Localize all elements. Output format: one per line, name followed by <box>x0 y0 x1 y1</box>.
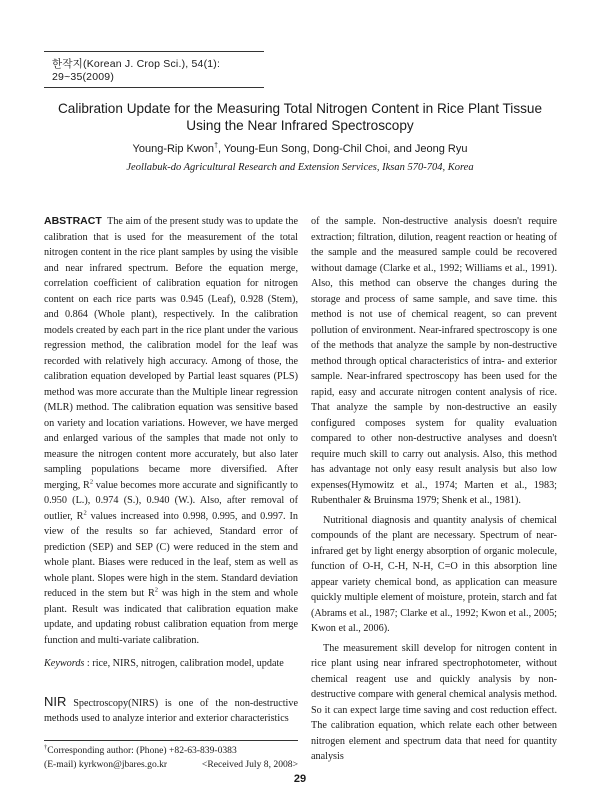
footnote-received: <Received July 8, 2008> <box>201 759 298 770</box>
journal-header <box>44 51 264 88</box>
footnote-line-1 <box>44 744 298 758</box>
title-line-2: Using the Near Infrared Spectroscopy <box>186 118 414 133</box>
keywords <box>44 656 298 672</box>
author-first: Young-Rip Kwon <box>132 143 215 155</box>
footnote <box>44 740 298 772</box>
right-paragraph-1: of the sample. Non-destructive analysis doesn't require extraction; filtration, dilution, reagent reaction or heating of the sample and the measured sample could be recovered without damage (Clarke et al., 1992; Williams et al., 1991). Also, this method can observe the changes during the storage and process of same sample, and save time. this method is not use of chemical reagent, so can prevent pollution of environment. Near-infrared spectroscopy is one of the methods that analyze the sample by non-destructive method through optical characteristics of intra- and exterior sample. Near-infrared spectroscopy has been used for the rapid, easy and accurate nitrogen content analysis of rice. That analyze the sample by non-destructive an easily configured composes system for quality evaluation compared to other non-destructive analyses and doesn't require much skill to carry out analysis. Also, this method has advantage not only easy result analysis but also low expenses(Hymowitz et al., 1974; Marten et al., 1983; Rubenthaler & Bruinsma 1979; Shenk et al., 1981). <box>311 216 557 506</box>
footnote-mark: † <box>44 743 48 751</box>
footnote-phone: Corresponding author: (Phone) +82-63-839-0383 <box>47 745 237 756</box>
abstract-text-2: value becomes more accurate and significantly to 0.950 (L.), 0.974 (S.), 0.940 (W.). Also, after removal of outlier, R <box>44 479 299 522</box>
keywords-text: : rice, NIRS, nitrogen, calibration model, update <box>84 658 284 669</box>
corresponding-mark: † <box>214 142 218 150</box>
abstract-label: ABSTRACT <box>44 215 102 227</box>
abstract-text-4: was high in the stem and whole plant. Result was indicated that calibration equation make update, and updating robust calibration equation from merge function and multi-variate calibration. <box>44 588 298 646</box>
intro-text: Spectroscopy(NIRS) is one of the non-destructive methods used to analyze interior and exterior characteristics <box>44 697 298 724</box>
introduction-paragraph <box>44 694 298 727</box>
footnote-email: (E-mail) kyrkwon@jbares.go.kr <box>44 759 168 770</box>
intro-lead-word: NIR <box>44 693 67 709</box>
abstract <box>44 214 298 648</box>
right-column <box>311 214 557 765</box>
affiliation: Jeollabuk-do Agricultural Research and Extension Services, Iksan 570-704, Korea <box>126 162 474 173</box>
footnote-line-2 <box>44 758 298 772</box>
page-number: 29 <box>293 773 307 785</box>
author-list <box>20 143 580 155</box>
journal-citation: 한작지(Korean J. Crop Sci.), 54(1): 29~35(2009) <box>52 58 221 83</box>
keywords-label: Keywords <box>44 658 85 669</box>
abstract-text-3: values increased into 0.998, 0.995, and 0.997. In view of the results so far achieved, Standard error of prediction (SEP) and SEP (C) were reduced in the stem and whole plant. Biases were reduced in the leaf, stem as well as whole plant. Slopes were high in the stem. Standard deviation reduced in the stem but R <box>44 510 298 599</box>
abstract-text-1: The aim of the present study was to update the calibration that is used for the measurement of the total nitrogen content in the rice plant samples by using the visible and near infrared spectrum. Before the equation merge, correlation coefficient of calibration equation for nitrogen content on each rice parts was 0.945 (Leaf), 0.928 (Stem), and 0.864 (Whole plant), respectively. In the calibration models created by each part in the rice plant under the various regression method, the calibration model for the leaf was recorded with relatively high accuracy. Among of those, the calibration equation developed by Partial least squares (PLS) method was more accurate than the Multiple linear regression (MLR) method. The calibration equation was sensitive based on variety and location variations. However, we have merged and enlarged various of the samples that made not only to measure the nitrogen content more accurately, but also later sampling populations became more diversified. After merging, R <box>44 216 298 491</box>
author-rest: , Young-Eun Song, Dong-Chil Choi, and Jeong Ryu <box>217 143 468 155</box>
r2-sup-3: 2 <box>154 586 159 594</box>
title-line-1: Calibration Update for the Measuring Total Nitrogen Content in Rice Plant Tissue <box>57 101 543 116</box>
right-paragraph-2: Nutritional diagnosis and quantity analysis of chemical compounds of the plant are necessary. Spectrum of near-infrared get by light energy absorption of organic molecule, function of O-H, C-H, N-H, C=O in this absorption line appear variety chemical bond, as application can measure quickly multiple element of moisture, protein, starch and fat (Abrams et al., 1987; Clarke et al., 1992; Kwon et al., 2005; Kwon et al., 2006). <box>311 514 557 634</box>
r2-sup-1: 2 <box>89 478 94 486</box>
right-paragraph-3: The measurement skill develop for nitrogen content in rice plant using near infrared spectrophotometer, without chemical reagent use and quickly analysis by non-destructive compare with general chemical analysis method. So it can expect large time saving and cost reduction effect. The calibration equation, which relate each other between nitrogen element and spectrum data that need for quantity analysis <box>311 642 557 762</box>
r2-sup-2: 2 <box>83 509 87 517</box>
paper-title <box>20 100 580 134</box>
left-column <box>44 214 298 727</box>
